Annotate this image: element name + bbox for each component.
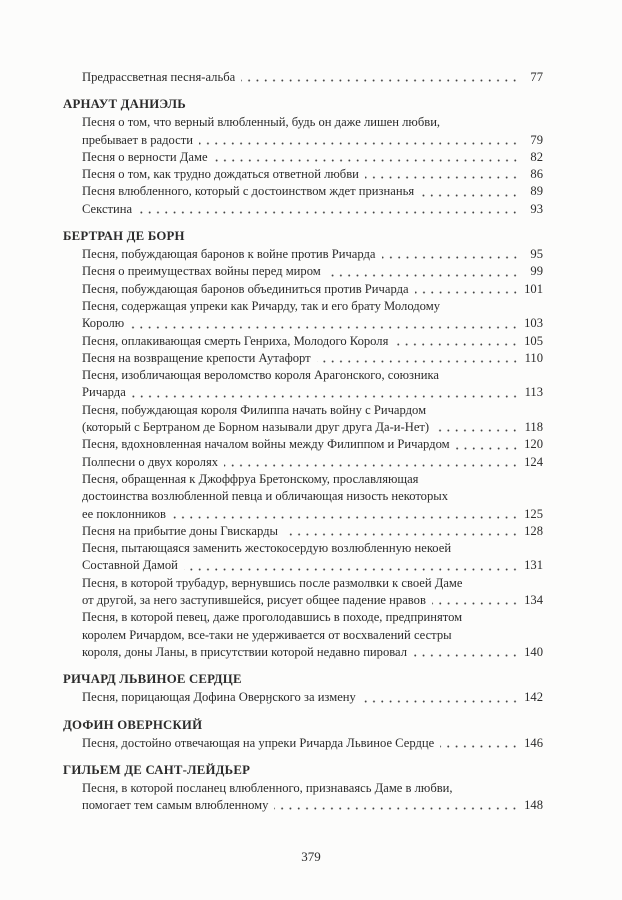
entry-title: Песня о том, как трудно дождаться ответной любви <box>82 167 359 182</box>
entry-page-number: 93 <box>530 201 543 216</box>
entry-title: Песня на прибытие доны Гвискарды <box>82 523 279 538</box>
entry-page-number: 103 <box>524 316 543 331</box>
entry-line <box>82 575 543 592</box>
dot-leader <box>132 388 519 398</box>
toc-entry <box>63 246 543 263</box>
toc-entry <box>63 454 543 471</box>
toc-entry <box>63 69 543 86</box>
dot-leader <box>382 249 519 259</box>
dot-leader <box>394 336 519 346</box>
entry-title: Песня, содержащая упреки как Ричарду, так и его брату Молодому <box>82 298 441 313</box>
entry-line <box>82 689 543 706</box>
entry-line <box>82 298 543 315</box>
entry-title: Составной Дамой <box>82 558 178 573</box>
entry-line <box>82 263 543 280</box>
dot-leader <box>172 509 519 519</box>
entry-line <box>82 454 543 471</box>
entry-line <box>82 506 543 523</box>
entry-title: Песня, пытающаяся заменить жестокосердую возлюбленную некоей <box>82 541 452 556</box>
entry-title: Песня, обращенная к Джоффруа Бретонскому, прославляющая <box>82 471 419 486</box>
dot-leader <box>138 204 519 214</box>
entry-line <box>82 540 543 557</box>
entry-title: Песня о верности Даме <box>82 149 208 164</box>
toc-entry <box>63 436 543 453</box>
dot-leader <box>440 738 519 748</box>
entry-line <box>82 402 543 419</box>
dot-leader <box>199 135 519 145</box>
entry-page-number: 148 <box>524 798 543 813</box>
author-heading: РИЧАРД ЛЬВИНОЕ СЕРДЦЕ <box>63 672 242 687</box>
toc-entry <box>63 540 543 575</box>
toc-entry <box>63 523 543 540</box>
toc-entry <box>63 402 543 437</box>
page-number: 379 <box>301 849 321 864</box>
dot-leader <box>415 284 519 294</box>
entry-title: Песня, в которой певец, даже проголодавшись в походе, предпринятом <box>82 610 463 625</box>
entry-line <box>82 69 543 86</box>
entry-line <box>82 780 543 797</box>
entry-page-number: 105 <box>524 333 543 348</box>
entry-line <box>82 201 543 218</box>
entry-line <box>82 627 543 644</box>
entry-title: помогает тем самым влюбленному <box>82 798 269 813</box>
entry-title: Песня, достойно отвечающая на упреки Ричарда Львиное Сердце <box>82 735 435 750</box>
dot-leader <box>214 152 519 162</box>
author-heading: АРНАУТ ДАНИЭЛЬ <box>63 97 186 112</box>
entry-title: короля, доны Ланы, в присутствии которой недавно пировал <box>82 644 408 659</box>
entry-title: Песня о том, что верный влюбленный, будь он даже лишен любви, <box>82 115 441 130</box>
dot-leader <box>284 526 519 536</box>
entry-page-number: 134 <box>524 593 543 608</box>
toc-section <box>63 761 543 815</box>
entry-line <box>82 523 543 540</box>
toc-entry <box>63 298 543 333</box>
entry-page-number: 99 <box>530 264 543 279</box>
entry-line <box>82 419 543 436</box>
dot-leader <box>317 353 519 363</box>
toc-section <box>63 670 543 706</box>
entry-page-number: 125 <box>524 506 543 521</box>
toc-entry <box>63 350 543 367</box>
toc-section <box>63 716 543 752</box>
entry-page-number: 140 <box>524 644 543 659</box>
dot-leader <box>432 595 519 605</box>
dot-leader <box>456 440 519 450</box>
entry-page-number: 120 <box>524 437 543 452</box>
dot-leader <box>184 561 519 571</box>
entry-line <box>82 735 543 752</box>
entry-title: Песня влюбленного, который с достоинством ждет признанья <box>82 184 415 199</box>
toc-section <box>63 69 543 86</box>
entry-page-number: 86 <box>530 167 543 182</box>
entry-title: Песня, порицающая Дофина Оверӈского за измену <box>82 690 356 705</box>
entry-title: Ричарда <box>82 385 126 400</box>
entry-title: Песня, побуждающая короля Филиппа начать войну с Ричардом <box>82 402 427 417</box>
entry-page-number: 82 <box>530 149 543 164</box>
toc-entry <box>63 281 543 298</box>
entry-line <box>82 350 543 367</box>
entry-page-number: 110 <box>524 350 543 365</box>
entry-page-number: 128 <box>524 523 543 538</box>
entry-page-number: 89 <box>530 184 543 199</box>
entry-title: королем Ричардом, все-таки не удерживается от восхвалений сестры <box>82 627 452 642</box>
entry-line <box>82 183 543 200</box>
entry-line <box>82 557 543 574</box>
entry-title: Песня, побуждающая баронов объединиться против Ричарда <box>82 281 409 296</box>
dot-leader <box>274 800 519 810</box>
entry-title: Песня, вдохновленная началом войны между Филиппом и Ричардом <box>82 437 450 452</box>
entry-line <box>82 471 543 488</box>
entry-line <box>82 149 543 166</box>
author-heading: ДОФИН ОВЕРНСКИЙ <box>63 717 203 732</box>
entry-title: Секстина <box>82 201 133 216</box>
entry-title: Песня, изобличающая вероломство короля Арагонского, союзника <box>82 368 440 383</box>
entry-line <box>82 114 543 131</box>
toc-entry <box>63 166 543 183</box>
toc-section <box>63 95 543 218</box>
entry-line <box>82 436 543 453</box>
entry-line <box>82 246 543 263</box>
dot-leader <box>435 422 519 432</box>
author-heading: ГИЛЬЕМ ДЕ САНТ-ЛЕЙДЬЕР <box>63 762 251 777</box>
dot-leader <box>420 187 519 197</box>
dot-leader <box>362 693 519 703</box>
entry-page-number: 77 <box>530 70 543 84</box>
entry-title: достоинства возлюбленной певца и обличающая низость некоторых <box>82 489 449 504</box>
toc-entry <box>63 735 543 752</box>
entry-title: Песня, в которой посланец влюбленного, признаваясь Даме в любви, <box>82 780 453 795</box>
entry-line <box>82 333 543 350</box>
toc-entry <box>63 114 543 149</box>
toc-entry <box>63 471 543 523</box>
entry-title: Песня на возвращение крепости Аутафорт <box>82 350 311 365</box>
entry-page-number: 95 <box>530 247 543 262</box>
entry-title: от другой, за него заступившейся, рисует общее падение нравов <box>82 593 426 608</box>
toc-section <box>63 227 543 661</box>
entry-line <box>82 166 543 183</box>
dot-leader <box>327 267 519 277</box>
entry-line <box>82 281 543 298</box>
entry-title: пребывает в радости <box>82 132 193 147</box>
toc-entry <box>63 149 543 166</box>
entry-page-number: 118 <box>524 420 543 435</box>
dot-leader <box>130 319 519 329</box>
dot-leader <box>413 647 519 657</box>
entry-line <box>82 315 543 332</box>
entry-title: (который с Бертраном де Борном называли друг друга Да-и-Нет) <box>82 420 430 435</box>
entry-page-number: 79 <box>530 132 543 147</box>
entry-line <box>82 609 543 626</box>
entry-page-number: 131 <box>524 558 543 573</box>
entry-title: ее поклонников <box>82 506 167 521</box>
entry-line <box>82 797 543 814</box>
entry-title: Предрассветная песня-альба <box>82 70 236 84</box>
dot-leader <box>241 72 519 82</box>
entry-title: Песня, побуждающая баронов к войне против Ричарда <box>82 247 376 262</box>
entry-title: Песня о преимуществах войны перед миром <box>82 264 321 279</box>
dot-leader <box>224 457 519 467</box>
toc-entry <box>63 367 543 402</box>
toc-entry <box>63 780 543 815</box>
entry-title: Полпесни о двух королях <box>82 454 219 469</box>
entry-line <box>82 592 543 609</box>
entry-title: Королю <box>82 316 125 331</box>
entry-line <box>82 367 543 384</box>
entry-page-number: 101 <box>524 281 543 296</box>
dot-leader <box>365 169 519 179</box>
entry-page-number: 113 <box>524 385 543 400</box>
entry-page-number: 146 <box>524 735 543 750</box>
toc-entry <box>63 609 543 661</box>
entry-page-number: 124 <box>524 454 543 469</box>
entry-line <box>82 384 543 401</box>
toc-entry <box>63 263 543 280</box>
table-of-contents <box>63 69 543 814</box>
entry-title: Песня, оплакивающая смерть Генриха, Молодого Короля <box>82 333 389 348</box>
entry-line <box>82 644 543 661</box>
toc-entry <box>63 575 543 610</box>
toc-entry <box>63 201 543 218</box>
toc-entry <box>63 333 543 350</box>
author-heading: БЕРТРАН ДЕ БОРН <box>63 229 185 244</box>
entry-page-number: 142 <box>524 690 543 705</box>
toc-entry <box>63 183 543 200</box>
entry-line <box>82 488 543 505</box>
toc-entry <box>63 689 543 706</box>
entry-title: Песня, в которой трубадур, вернувшись после размолвки к своей Даме <box>82 575 463 590</box>
entry-line <box>82 132 543 149</box>
